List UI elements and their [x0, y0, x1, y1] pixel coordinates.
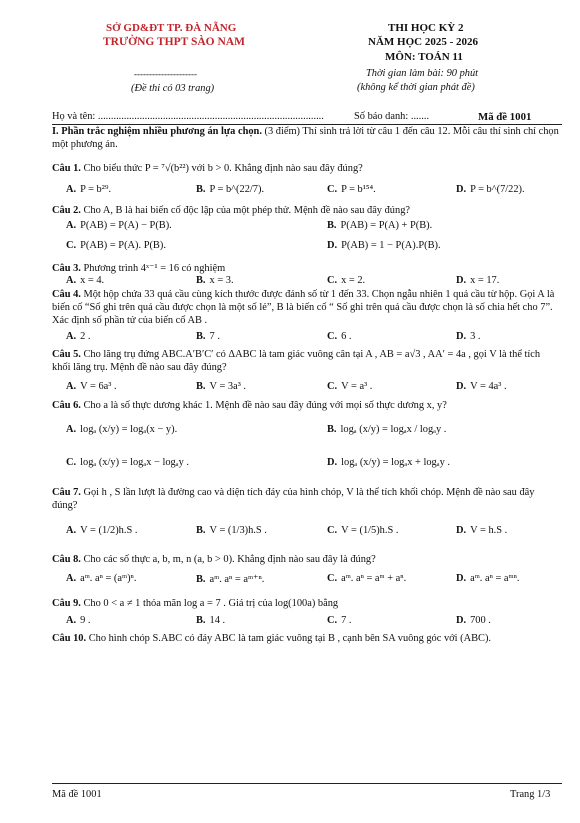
q1-option-c[interactable]: C. P = b¹⁵⁴.	[327, 184, 376, 195]
q6-option-d[interactable]: D. logₐ (x/y) = logₐx + logₐy .	[327, 457, 450, 468]
q9-option-b[interactable]: B. 14 .	[196, 615, 226, 626]
q6-option-a[interactable]: A. logₐ (x/y) = logₐ(x − y).	[66, 424, 178, 435]
subject: MÔN: TOÁN 11	[385, 51, 463, 63]
time-note: (không kể thời gian phát đề)	[357, 82, 475, 93]
q9-option-a[interactable]: A. 9 .	[66, 615, 91, 626]
exam-title: THI HỌC KỲ 2	[388, 22, 464, 34]
pages-note: (Đề thi có 03 trang)	[131, 83, 215, 94]
name-field-label: Họ và tên: .......................................................................................	[52, 111, 324, 122]
q5-option-b[interactable]: B. V = 3a³ .	[196, 381, 247, 392]
question-label: Câu 1.	[52, 163, 81, 174]
q7-option-b[interactable]: B. V = (1/3)h.S .	[196, 525, 267, 536]
exam-code: Mã đề 1001	[478, 111, 532, 123]
sbd-field-label: Số báo danh: .......	[354, 111, 430, 122]
q3-option-b[interactable]: B. x = 3.	[196, 275, 234, 286]
question-10: Câu 10. Cho hình chóp S.ABC có đáy ABC là tam giác vuông tại B , cạnh bên SA vuông góc với (ABC).	[52, 633, 492, 644]
q1-option-d[interactable]: D. P = b^(7/22).	[456, 184, 525, 195]
header-dashes: ---------------------	[134, 69, 197, 79]
q2-option-b[interactable]: B. P(AB) = P(A) + P(B).	[327, 220, 433, 231]
question-1	[52, 162, 363, 175]
question-3: Câu 3. Phương trình 4ˣ⁻¹ = 16 có nghiệm	[52, 263, 226, 274]
q5-option-d[interactable]: D. V = 4a³ .	[456, 381, 507, 392]
q1-option-b[interactable]: B. P = b^(22/7).	[196, 184, 265, 195]
dept-name: SỞ GD&ĐT TP. ĐÀ NẴNG	[106, 22, 237, 34]
footer-divider	[52, 783, 562, 784]
q5-option-a[interactable]: A. V = 6a³ .	[66, 381, 117, 392]
question-2: Câu 2. Cho A, B là hai biến cố độc lập của một phép thử. Mệnh đề nào sau đây đúng?	[52, 205, 410, 216]
q7-option-d[interactable]: D. V = h.S .	[456, 525, 508, 536]
q6-option-c[interactable]: C. logₐ (x/y) = logₐx − logₐy .	[66, 457, 189, 468]
section-1-title: I. Phần trắc nghiệm nhiều phương án lựa chọn.	[52, 126, 262, 137]
q2-option-a[interactable]: A. P(AB) = P(A) − P(B).	[66, 220, 172, 231]
school-year: NĂM HỌC 2025 - 2026	[368, 36, 478, 48]
question-5: Câu 5. Cho lăng trụ đứng ABC.A′B′C′ có ΔABC là tam giác vuông cân tại A , AB = a√3 , AA′ = 4a , gọi V là thể tích khối lăng trụ. Mệnh đề nào sau đây đúng?	[52, 349, 541, 373]
school-name: TRƯỜNG THPT SÀO NAM	[103, 36, 245, 48]
exam-time: Thời gian làm bài: 90 phút	[366, 68, 479, 79]
q2-option-c[interactable]: C. P(AB) = P(A). P(B).	[66, 240, 166, 251]
q7-option-c[interactable]: C. V = (1/5)h.S .	[327, 525, 399, 536]
q3-option-d[interactable]: D. x = 17.	[456, 275, 500, 286]
q8-option-d[interactable]: D. aᵐ. aⁿ = aᵐⁿ.	[456, 573, 520, 584]
q3-option-a[interactable]: A. x = 4.	[66, 275, 105, 286]
question-4: Câu 4. Một hộp chứa 33 quả cầu cùng kích thước được đánh số từ 1 đến 33. Chọn ngẫu nhiên 1 quả cầu từ hộp. Gọi A là biến cố “Số ghi trên quả cầu được chọn là một số lẻ”, B là biến cố “ Số ghi trên quả cầu được chọn là số chia hết cho 7”. Xác định số phần tử của biến cố AB .	[52, 289, 555, 326]
q8-option-c[interactable]: C. aᵐ. aⁿ = aᵐ + aⁿ.	[327, 573, 407, 584]
q4-option-a[interactable]: A. 2 .	[66, 331, 91, 342]
q4-option-c[interactable]: C. 6 .	[327, 331, 352, 342]
question-8: Câu 8. Cho các số thực a, b, m, n (a, b > 0). Khẳng định nào sau đây là đúng?	[52, 554, 376, 565]
q8-option-b[interactable]: B. aᵐ. aⁿ = aᵐ⁺ⁿ.	[196, 574, 265, 585]
q9-option-d[interactable]: D. 700 .	[456, 615, 491, 626]
section-1-desc: (3 điểm) Thí sinh trả lời từ câu 1 đến câu 12. Mỗi câu thí sinh chỉ chọn một phương án.	[52, 126, 559, 150]
q9-option-c[interactable]: C. 7 .	[327, 615, 352, 626]
question-text: Cho biểu thức P = ⁷√(b²²) với b > 0. Khẳng định nào sau đây đúng?	[83, 163, 363, 174]
footer-page-number: Trang 1/3	[510, 789, 551, 800]
q8-option-a[interactable]: A. aᵐ. aⁿ = (aᵐ)ⁿ.	[66, 573, 137, 584]
question-6: Câu 6. Cho a là số thực dương khác 1. Mệnh đề nào sau đây đúng với mọi số thực dương x, y?	[52, 400, 447, 411]
q4-option-b[interactable]: B. 7 .	[196, 331, 220, 342]
question-9: Câu 9. Cho 0 < a ≠ 1 thỏa mãn log a = 7 . Giá trị của log(100a) bằng	[52, 598, 339, 609]
q1-option-a[interactable]: A. P = b²⁹.	[66, 184, 112, 195]
footer-exam-code: Mã đề 1001	[52, 789, 102, 800]
q5-option-c[interactable]: C. V = a³ .	[327, 381, 373, 392]
q6-option-b[interactable]: B. logₐ (x/y) = logₐx / logₐy .	[327, 424, 447, 435]
section-1-intro	[52, 125, 560, 151]
q4-option-d[interactable]: D. 3 .	[456, 331, 481, 342]
q3-option-c[interactable]: C. x = 2.	[327, 275, 366, 286]
q2-option-d[interactable]: D. P(AB) = 1 − P(A).P(B).	[327, 240, 441, 251]
question-7: Câu 7. Gọi h , S lần lượt là đường cao và diện tích đáy của hình chóp, V là thể tích khối chóp. Mệnh đề nào sau đây đúng?	[52, 487, 535, 511]
q7-option-a[interactable]: A. V = (1/2)h.S .	[66, 525, 138, 536]
